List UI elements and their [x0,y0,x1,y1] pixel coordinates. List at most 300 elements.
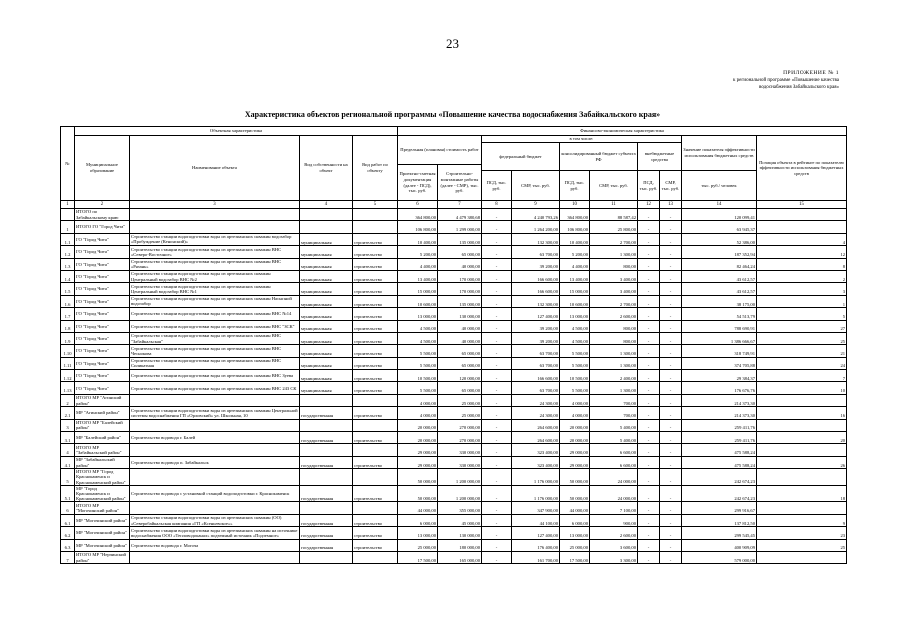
design-cost-cell: 5 200,00 [398,246,438,258]
federal-smr-cell: 24 300,00 [512,394,560,406]
header-federal: федеральный бюджет [482,143,560,171]
offbudget-smr-cell: - [660,370,682,382]
table-row [61,320,847,332]
municipality-cell: ГО "Город Чита" [75,382,130,394]
work-type-cell [353,444,398,456]
municipality-cell: ГО "Город Чита" [75,258,130,270]
consolidated-psd-cell: 10 500,00 [560,370,590,382]
work-type-cell: строительство [353,370,398,382]
federal-smr-cell: 132 300,00 [512,233,560,245]
efficiency-cell: 259 411,76 [682,432,757,444]
federal-smr-cell: 323 400,00 [512,456,560,468]
object-name-cell: Строительство станции водоподготовки воды из артезианских скважин ВНС №14 [130,308,300,320]
appendix-line-1: к региональной программе «Повышение качества [732,78,839,83]
offbudget-psd-cell: - [638,382,660,394]
col-number: 15 [757,201,847,209]
offbudget-psd-cell: - [638,394,660,406]
object-name-cell [130,419,300,431]
design-cost-cell: 10 600,00 [398,295,438,307]
construction-cost-cell: 330 000,00 [438,444,482,456]
offbudget-smr-cell: - [660,332,682,344]
efficiency-cell: 63 945,37 [682,221,757,233]
row-number: 5.1 [61,485,75,502]
objects-table-wrapper [60,126,846,564]
municipality-cell: ИТОГО МР "Нерчинский район" [75,551,130,563]
consolidated-smr-cell: 5 400,00 [590,432,638,444]
row-number: 1.10 [61,345,75,357]
table-row [61,221,847,233]
efficiency-cell: 176 676,76 [682,382,757,394]
federal-smr-cell: 127 400,00 [512,527,560,539]
federal-psd-cell: - [482,221,512,233]
table-row [61,539,847,551]
construction-cost-cell: 165 000,00 [438,551,482,563]
row-number: 1.2 [61,246,75,258]
row-number [61,209,75,221]
offbudget-psd-cell: - [638,332,660,344]
consolidated-smr-cell: 2 600,00 [590,308,638,320]
design-cost-cell: 10 500,00 [398,370,438,382]
federal-smr-cell: 24 300,00 [512,407,560,419]
consolidated-psd-cell: 4 500,00 [560,320,590,332]
work-type-cell: строительство [353,258,398,270]
work-type-cell [353,502,398,514]
table-row [61,469,847,486]
design-cost-cell: 4 400,00 [398,258,438,270]
ownership-cell: муниципальная [300,382,353,394]
row-number: 2 [61,394,75,406]
offbudget-smr-cell: - [660,308,682,320]
municipality-cell: МР "Город Краснокаменск и Краснокаменский район" [75,485,130,502]
municipality-cell: ГО "Город Чита" [75,295,130,307]
consolidated-smr-cell: 900,00 [590,514,638,526]
construction-cost-cell: 270 000,00 [438,432,482,444]
federal-smr-cell: 39 200,00 [512,320,560,332]
row-number: 6.2 [61,527,75,539]
construction-cost-cell: 180 000,00 [438,539,482,551]
col-number: 2 [75,201,130,209]
table-row [61,485,847,502]
ownership-cell: государственная [300,539,353,551]
design-cost-cell: 44 000,00 [398,502,438,514]
construction-cost-cell: 1 200 000,00 [438,485,482,502]
construction-cost-cell: 40 000,00 [438,320,482,332]
table-row [61,394,847,406]
consolidated-psd-cell: 29 000,00 [560,456,590,468]
design-cost-cell: 5 500,00 [398,345,438,357]
efficiency-cell: 43 612,57 [682,270,757,282]
federal-psd-cell: - [482,539,512,551]
rank-cell [757,209,847,221]
federal-psd-cell: - [482,502,512,514]
consolidated-smr-cell: 6 600,00 [590,444,638,456]
row-number: 1.3 [61,258,75,270]
work-type-cell: строительство [353,432,398,444]
offbudget-smr-cell: - [660,295,682,307]
row-number: 1.6 [61,295,75,307]
header-municipality: Муниципальное образование [75,136,130,201]
header-num: № [61,127,75,201]
offbudget-smr-cell: - [660,345,682,357]
federal-smr-cell: 127 400,00 [512,308,560,320]
ownership-cell: муниципальная [300,345,353,357]
col-number: 8 [482,201,512,209]
construction-cost-cell: 170 000,00 [438,270,482,282]
offbudget-smr-cell: - [660,502,682,514]
rank-cell: 5 [757,308,847,320]
federal-psd-cell: - [482,551,512,563]
appendix-note [669,70,839,91]
offbudget-smr-cell: - [660,419,682,431]
header-object-name: Наименование объекта [130,136,300,201]
offbudget-smr-cell: - [660,527,682,539]
object-name-cell: Строительство станции водоподготовки воды из артезианских скважин ВНС Силикатная [130,357,300,369]
rank-cell: 25 [757,332,847,344]
efficiency-cell: 1 386 666,67 [682,332,757,344]
col-number: 7 [438,201,482,209]
design-cost-cell: 20 000,00 [398,419,438,431]
object-name-cell: Строительство водовода п. Забайкальск [130,456,300,468]
ownership-cell [300,502,353,514]
object-name-cell: Строительство станции водоподготовки воды из артезианских скважин ВНС Чеснокова [130,345,300,357]
construction-cost-cell: 40 000,00 [438,332,482,344]
efficiency-cell: 29 384,37 [682,370,757,382]
row-number: 1.8 [61,320,75,332]
federal-smr-cell: 1 264 200,00 [512,221,560,233]
design-cost-cell: 4 500,00 [398,320,438,332]
consolidated-smr-cell: 24 000,00 [590,485,638,502]
rank-cell: 4 [757,233,847,245]
municipality-cell: МР "Могочинский район" [75,514,130,526]
object-name-cell: Строительство станции водоподготовки воды из артезианских скважин ВНС "ЗСК" [130,320,300,332]
rank-cell: 9 [757,514,847,526]
offbudget-smr-cell: - [660,233,682,245]
consolidated-psd-cell: 20 000,00 [560,432,590,444]
work-type-cell: строительство [353,308,398,320]
federal-psd-cell: - [482,357,512,369]
construction-cost-cell: 65 000,00 [438,357,482,369]
construction-cost-cell: 40 000,00 [438,258,482,270]
efficiency-cell: 38 175,00 [682,295,757,307]
construction-cost-cell: 1 299 000,00 [438,221,482,233]
ownership-cell: муниципальная [300,258,353,270]
row-number: 1.11 [61,357,75,369]
efficiency-cell: 299 916,67 [682,502,757,514]
municipality-cell: ГО "Город Чита" [75,345,130,357]
work-type-cell: строительство [353,527,398,539]
consolidated-smr-cell: 1 300,00 [590,246,638,258]
consolidated-psd-cell: 29 000,00 [560,444,590,456]
design-cost-cell: 20 000,00 [398,432,438,444]
offbudget-smr-cell: - [660,407,682,419]
municipality-cell: ИТОГО МР "Могочинский район" [75,502,130,514]
object-name-cell [130,221,300,233]
object-name-cell [130,502,300,514]
work-type-cell [353,551,398,563]
object-name-cell [130,469,300,486]
federal-smr-cell: 264 600,00 [512,432,560,444]
design-cost-cell: 6 000,00 [398,514,438,526]
table-row [61,308,847,320]
header-efficiency: Значение показателя эффективности использования бюджетных средств [682,136,757,171]
construction-cost-cell: 130 000,00 [438,527,482,539]
object-name-cell: Строительство станции водоподготовки воды из артезианских скважин ВНС "Забайкальская" [130,332,300,344]
object-name-cell: Строительство станции водоподготовки воды из артезианских скважин Центральный водозабор ВНС №1 [130,283,300,295]
work-type-cell: строительство [353,332,398,344]
rank-cell: 23 [757,527,847,539]
consolidated-psd-cell: 25 000,00 [560,539,590,551]
rank-cell [757,469,847,486]
work-type-cell: строительство [353,357,398,369]
consolidated-psd-cell: 10 600,00 [560,295,590,307]
municipality-cell: ГО "Город Чита" [75,283,130,295]
municipality-cell: МР "Агинский район" [75,407,130,419]
ownership-cell: муниципальная [300,246,353,258]
table-row [61,209,847,221]
header-consolidated: консолидированный бюджет субъекта РФ [560,143,638,171]
header-group-object: Объектная характеристика [75,127,398,136]
rank-cell: 26 [757,456,847,468]
efficiency-cell: 318 749,91 [682,345,757,357]
municipality-cell: МР "Могочинский район" [75,539,130,551]
work-type-cell [353,209,398,221]
work-type-cell: строительство [353,485,398,502]
col-number: 12 [638,201,660,209]
ownership-cell: государственная [300,485,353,502]
efficiency-cell: 54 513,79 [682,308,757,320]
consolidated-psd-cell: 20 000,00 [560,419,590,431]
offbudget-psd-cell: - [638,308,660,320]
municipality-cell: ИТОГО МР "Город Краснокаменск и Краснокаменский район" [75,469,130,486]
consolidated-psd-cell: 15 000,00 [560,283,590,295]
design-cost-cell: 50 000,00 [398,469,438,486]
row-number: 7 [61,551,75,563]
federal-psd-cell: - [482,332,512,344]
objects-table [60,126,847,564]
header-ownership: Вид собственности на объект [300,136,353,201]
header-consolidated-smr: СМР, тыс. руб. [590,171,638,201]
table-row [61,246,847,258]
offbudget-psd-cell: - [638,485,660,502]
design-cost-cell: 13 000,00 [398,527,438,539]
offbudget-smr-cell: - [660,258,682,270]
object-name-cell: Строительство станции водоподготовки воды из артезианских скважин ВНС 243 СК [130,382,300,394]
col-number: 11 [590,201,638,209]
object-name-cell: Строительство станции водоподготовки воды из артезианских скважин (ОО) «Северобайкальская компания «ГП «Ксеньевское»» [130,514,300,526]
offbudget-psd-cell: - [638,283,660,295]
object-name-cell: Строительство станции водоподготовки воды из артезианских скважин ВНС «Северо-Восточное» [130,246,300,258]
work-type-cell: строительство [353,233,398,245]
ownership-cell: муниципальная [300,320,353,332]
construction-cost-cell: 1 200 000,00 [438,469,482,486]
offbudget-smr-cell: - [660,382,682,394]
design-cost-cell: 4 000,00 [398,407,438,419]
efficiency-cell: 299 545,45 [682,527,757,539]
efficiency-cell: 242 674,23 [682,469,757,486]
consolidated-smr-cell: 2 400,00 [590,370,638,382]
object-name-cell: Строительство станции водоподготовки воды из артезианских скважин водозабор «Пробуждение (Кенонский)» [130,233,300,245]
efficiency-cell: 214 373,30 [682,407,757,419]
municipality-cell: ГО "Город Чита" [75,370,130,382]
consolidated-psd-cell: 50 000,00 [560,485,590,502]
federal-smr-cell: 63 700,00 [512,382,560,394]
federal-smr-cell: 63 700,00 [512,345,560,357]
table-row [61,283,847,295]
federal-psd-cell: - [482,270,512,282]
consolidated-psd-cell: 5 500,00 [560,345,590,357]
work-type-cell: строительство [353,246,398,258]
offbudget-smr-cell: - [660,357,682,369]
rank-cell: 16 [757,407,847,419]
municipality-cell: ГО "Город Чита" [75,332,130,344]
row-number: 5 [61,469,75,486]
construction-cost-cell: 4 479 380,68 [438,209,482,221]
work-type-cell: строительство [353,295,398,307]
offbudget-psd-cell: - [638,456,660,468]
ownership-cell: муниципальная [300,270,353,282]
table-row [61,502,847,514]
header-federal-psd: ПСД, тыс. руб. [482,171,512,201]
row-number: 2.1 [61,407,75,419]
appendix-heading: ПРИЛОЖЕНИЕ № 1 [783,70,839,76]
ownership-cell: муниципальная [300,283,353,295]
federal-psd-cell: - [482,444,512,456]
efficiency-cell: 475 588,24 [682,456,757,468]
work-type-cell: строительство [353,270,398,282]
table-row [61,444,847,456]
ownership-cell [300,221,353,233]
municipality-cell: ИТОГО МР "Агинский район" [75,394,130,406]
work-type-cell: строительство [353,320,398,332]
ownership-cell [300,419,353,431]
table-row [61,382,847,394]
efficiency-cell: 259 411,76 [682,419,757,431]
design-cost-cell: 4 000,00 [398,394,438,406]
offbudget-smr-cell: - [660,456,682,468]
consolidated-psd-cell: 4 400,00 [560,258,590,270]
object-name-cell: Строительство станции водоподготовки воды из артезианских скважин ВНС Зуева [130,370,300,382]
consolidated-psd-cell: 13 000,00 [560,527,590,539]
federal-psd-cell: - [482,246,512,258]
federal-smr-cell: 264 600,00 [512,419,560,431]
row-number: 1.9 [61,332,75,344]
ownership-cell: государственная [300,527,353,539]
header-offbudget-smr: СМР, тыс. руб. [660,171,682,201]
rank-cell: 10 [757,382,847,394]
federal-psd-cell: - [482,209,512,221]
offbudget-psd-cell: - [638,444,660,456]
federal-smr-cell: 176 400,00 [512,539,560,551]
appendix-line-2: водоснабжения Забайкальского края» [759,85,839,90]
offbudget-psd-cell: - [638,295,660,307]
municipality-cell: ИТОГО МР "Забайкальский район" [75,444,130,456]
row-number: 6.3 [61,539,75,551]
object-name-cell: Строительство станции водоподготовки воды из артезианских скважин ВНС «Рязань» [130,258,300,270]
table-row [61,432,847,444]
ownership-cell [300,551,353,563]
federal-psd-cell: - [482,456,512,468]
rank-cell: 20 [757,432,847,444]
efficiency-cell: 137 812,50 [682,514,757,526]
federal-smr-cell: 44 100,00 [512,514,560,526]
consolidated-smr-cell: 24 000,00 [590,469,638,486]
header-rank: Позиция объекта в рейтинге по показателю эффективности использования бюджетных средств [757,136,847,201]
construction-cost-cell: 355 000,00 [438,502,482,514]
col-number: 1 [61,201,75,209]
federal-smr-cell: 161 700,00 [512,551,560,563]
table-row [61,233,847,245]
header-work-type: Вид работ по объекту [353,136,398,201]
col-number: 3 [130,201,300,209]
municipality-cell: ИТОГО ГО "Город Чита" [75,221,130,233]
federal-psd-cell: - [482,382,512,394]
offbudget-psd-cell: - [638,320,660,332]
design-cost-cell: 15 000,00 [398,283,438,295]
consolidated-smr-cell: 3 300,00 [590,551,638,563]
ownership-cell [300,444,353,456]
table-row [61,345,847,357]
consolidated-smr-cell: 7 100,00 [590,502,638,514]
construction-cost-cell: 135 000,00 [438,295,482,307]
consolidated-psd-cell: 4 000,00 [560,394,590,406]
construction-cost-cell: 65 000,00 [438,345,482,357]
offbudget-psd-cell: - [638,407,660,419]
row-number: 1.13 [61,382,75,394]
offbudget-psd-cell: - [638,514,660,526]
offbudget-smr-cell: - [660,246,682,258]
offbudget-psd-cell: - [638,270,660,282]
efficiency-cell: 400 909,09 [682,539,757,551]
consolidated-smr-cell: 3 400,00 [590,270,638,282]
federal-psd-cell: - [482,283,512,295]
rank-cell: 25 [757,539,847,551]
efficiency-cell: 82 464,24 [682,258,757,270]
municipality-cell: ГО "Город Чита" [75,320,130,332]
header-max-cost: Предельная (плановая) стоимость работ [398,136,482,165]
rank-cell: 7 [757,370,847,382]
construction-cost-cell: 135 000,00 [438,233,482,245]
design-cost-cell: 50 000,00 [398,485,438,502]
object-name-cell: Строительство станции водоподготовки воды из артезианских скважин Центральной системы водоснабжения ГП «Орловский» ул. Школьная, 10 [131,407,298,418]
consolidated-smr-cell: 2 700,00 [590,295,638,307]
federal-smr-cell: 39 200,00 [512,258,560,270]
federal-psd-cell: - [482,419,512,431]
federal-psd-cell: - [482,469,512,486]
consolidated-psd-cell: 13 400,00 [560,270,590,282]
ownership-cell [300,209,353,221]
offbudget-smr-cell: - [660,283,682,295]
work-type-cell: строительство [353,345,398,357]
federal-psd-cell: - [482,370,512,382]
construction-cost-cell: 25 000,00 [438,394,482,406]
construction-cost-cell: 120 000,00 [438,370,482,382]
work-type-cell: строительство [353,514,398,526]
consolidated-smr-cell: 6 600,00 [590,456,638,468]
table-row [61,527,847,539]
ownership-cell: государственная [300,514,353,526]
federal-psd-cell: - [482,394,512,406]
row-number: 3 [61,419,75,431]
work-type-cell [353,419,398,431]
table-row [61,258,847,270]
table-row [61,514,847,526]
table-row [61,419,847,431]
offbudget-smr-cell: - [660,551,682,563]
ownership-cell: муниципальная [300,370,353,382]
table-row [61,270,847,282]
municipality-cell: МР "Забайкальский район" [75,456,130,468]
efficiency-cell: 52 386,00 [682,233,757,245]
